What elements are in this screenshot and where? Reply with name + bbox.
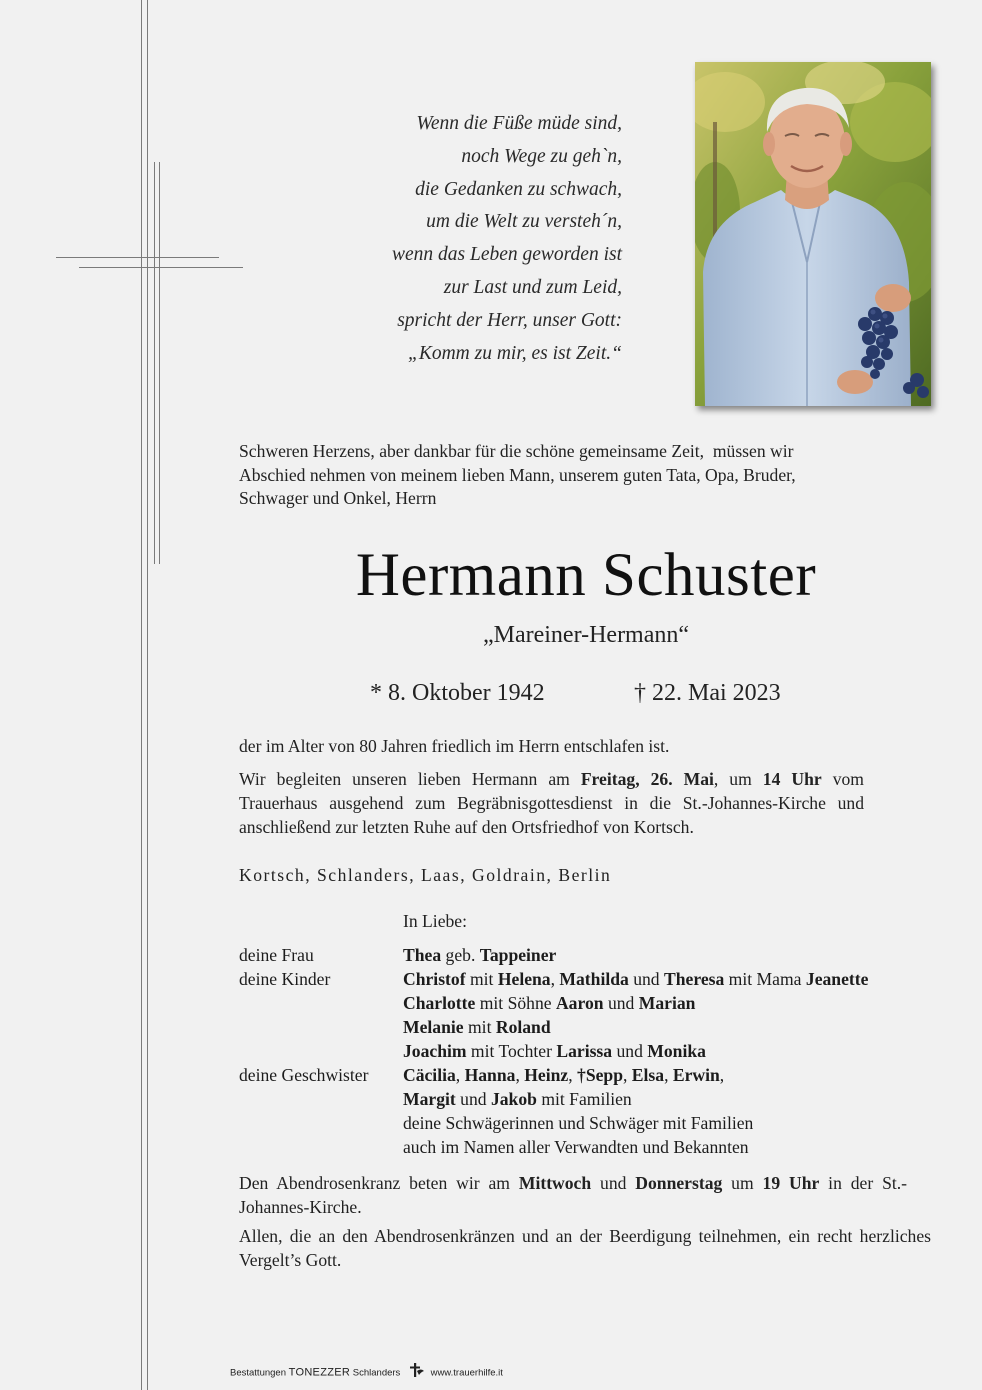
intro-line: Abschied nehmen von meinem lieben Mann, unserem guten Tata, Opa, Bruder, xyxy=(239,464,796,485)
in-love-label: In Liebe: xyxy=(403,911,467,931)
name: Theresa xyxy=(664,969,725,989)
name: Margit xyxy=(403,1089,456,1109)
poem-line: wenn das Leben geworden ist xyxy=(391,244,622,266)
poem-line: um die Welt zu versteh´n, xyxy=(426,211,622,233)
name: Charlotte xyxy=(403,993,476,1013)
inlaws-line: deine Schwägerinnen und Schwäger mit Familien xyxy=(403,1113,754,1133)
connector: mit Söhne xyxy=(475,993,556,1013)
name: Thea xyxy=(403,945,442,965)
connector: , xyxy=(568,1065,578,1085)
deceased-nickname: „Mareiner-Hermann“ xyxy=(482,622,690,648)
name: Cäcilia xyxy=(403,1065,456,1085)
connector: und xyxy=(612,1041,648,1061)
left-rail-inner xyxy=(147,0,148,1390)
connector: mit Familien xyxy=(536,1089,632,1109)
name: Erwin xyxy=(672,1065,720,1085)
connector: , xyxy=(455,1065,465,1085)
funeral-text: vom Trauerhaus ausgehend zum Begräbnisgottesdienst in die St.-Johannes-Kirche und anschließend zur letzten Ruhe auf den Ortsfriedhof von Kortsch. xyxy=(239,769,864,837)
name: †Sepp xyxy=(577,1065,623,1085)
rosary-text: um xyxy=(722,1173,763,1193)
relatives-line: auch im Namen aller Verwandten und Bekannten xyxy=(403,1137,749,1157)
poem-line: Wenn die Füße müde sind, xyxy=(416,113,622,134)
name: Tappeiner xyxy=(479,945,557,965)
funeral-time: 14 Uhr xyxy=(762,769,822,789)
rosary-text: und xyxy=(591,1173,636,1193)
cross-vertical-left xyxy=(154,162,155,564)
death-date: † 22. Mai 2023 xyxy=(634,680,781,706)
intro-line: Schwager und Onkel, Herrn xyxy=(239,488,437,508)
name: Helena xyxy=(497,969,551,989)
wife-label: deine Frau xyxy=(239,945,314,965)
connector: mit Tochter xyxy=(466,1041,557,1061)
footer-suffix: Schlanders xyxy=(352,1367,401,1379)
connector: , xyxy=(719,1065,725,1085)
funeral-info xyxy=(239,768,864,839)
rosary-time: 19 Uhr xyxy=(762,1173,820,1193)
rosary-day: Mittwoch xyxy=(518,1173,592,1193)
cross-horizontal-top xyxy=(56,257,219,258)
connector: und xyxy=(603,993,639,1013)
connector: und xyxy=(455,1089,491,1109)
cross-horizontal-bottom xyxy=(79,267,243,268)
deceased-name: Hermann Schuster xyxy=(355,542,817,609)
name: Jakob xyxy=(490,1089,537,1109)
portrait-photo xyxy=(695,62,931,406)
intro-line: Schweren Herzens, aber dankbar für die schöne gemeinsame Zeit, müssen wir xyxy=(239,441,794,461)
funeral-text: Wir begleiten unseren lieben Hermann am xyxy=(239,769,581,789)
name: Melanie xyxy=(403,1017,464,1037)
name: Heinz xyxy=(524,1065,569,1085)
connector: , xyxy=(664,1065,673,1085)
child-line xyxy=(403,1016,551,1040)
places: Kortsch, Schlanders, Laas, Goldrain, Berlin xyxy=(239,865,612,885)
cross-dove-icon xyxy=(407,1363,425,1383)
footer-url[interactable]: www.trauerhilfe.it xyxy=(430,1367,503,1379)
sibling-line xyxy=(403,1088,632,1112)
footer xyxy=(230,1363,503,1379)
connector: , xyxy=(622,1065,632,1085)
rosary-text: Den Abendrosenkranz beten wir am xyxy=(239,1173,519,1193)
footer-prefix: Bestattungen xyxy=(230,1367,286,1379)
poem-line: die Gedanken zu schwach, xyxy=(415,178,622,200)
connector: geb. xyxy=(441,945,480,965)
name: Monika xyxy=(647,1041,706,1061)
cross-vertical-right xyxy=(159,162,160,564)
rosary-day: Donnerstag xyxy=(635,1173,723,1193)
funeral-text: , um xyxy=(713,769,763,789)
footer-brand: TONEZZER xyxy=(288,1366,351,1379)
thanks-text: Allen, die an den Abendrosenkränzen und an der Beerdigung teilnehmen, ein recht herzliches Vergelt’s Gott. xyxy=(239,1226,931,1270)
name: Christof xyxy=(403,969,466,989)
rosary-text: in der St.-Johannes-Kirche. xyxy=(239,1173,908,1217)
wife-names xyxy=(403,944,556,968)
birth-date: * 8. Oktober 1942 xyxy=(370,680,545,706)
child-line xyxy=(403,992,695,1016)
poem-line: zur Last und zum Leid, xyxy=(443,276,622,298)
name: Aaron xyxy=(555,993,604,1013)
intro-text xyxy=(239,440,939,511)
connector: mit xyxy=(465,969,498,989)
poem-line: noch Wege zu geh`n, xyxy=(461,145,622,167)
poem-line: spricht der Herr, unser Gott: xyxy=(397,309,622,331)
connector: mit Mama xyxy=(724,969,806,989)
name: Larissa xyxy=(556,1041,613,1061)
name: Joachim xyxy=(403,1041,467,1061)
life-dates xyxy=(370,676,800,710)
left-rail-outer xyxy=(141,0,142,1390)
funeral-day: Freitag, 26. Mai xyxy=(580,769,714,789)
name: Mathilda xyxy=(559,969,629,989)
connector: , xyxy=(515,1065,525,1085)
connector: , xyxy=(550,969,560,989)
poem-line: „Komm zu mir, es ist Zeit.“ xyxy=(407,342,622,364)
name: Elsa xyxy=(631,1065,665,1085)
child-line xyxy=(403,1040,706,1064)
name: Jeanette xyxy=(805,969,869,989)
child-line xyxy=(403,968,868,992)
children-label: deine Kinder xyxy=(239,969,331,989)
poem xyxy=(300,108,622,370)
age-text: der im Alter von 80 Jahren friedlich im Herrn entschlafen ist. xyxy=(239,736,670,756)
rosary-info xyxy=(239,1172,907,1220)
sibling-line xyxy=(403,1064,724,1088)
name: Marian xyxy=(638,993,696,1013)
connector: und xyxy=(628,969,664,989)
siblings-label: deine Geschwister xyxy=(239,1065,369,1085)
connector: mit xyxy=(463,1017,496,1037)
name: Roland xyxy=(495,1017,551,1037)
name: Hanna xyxy=(464,1065,516,1085)
